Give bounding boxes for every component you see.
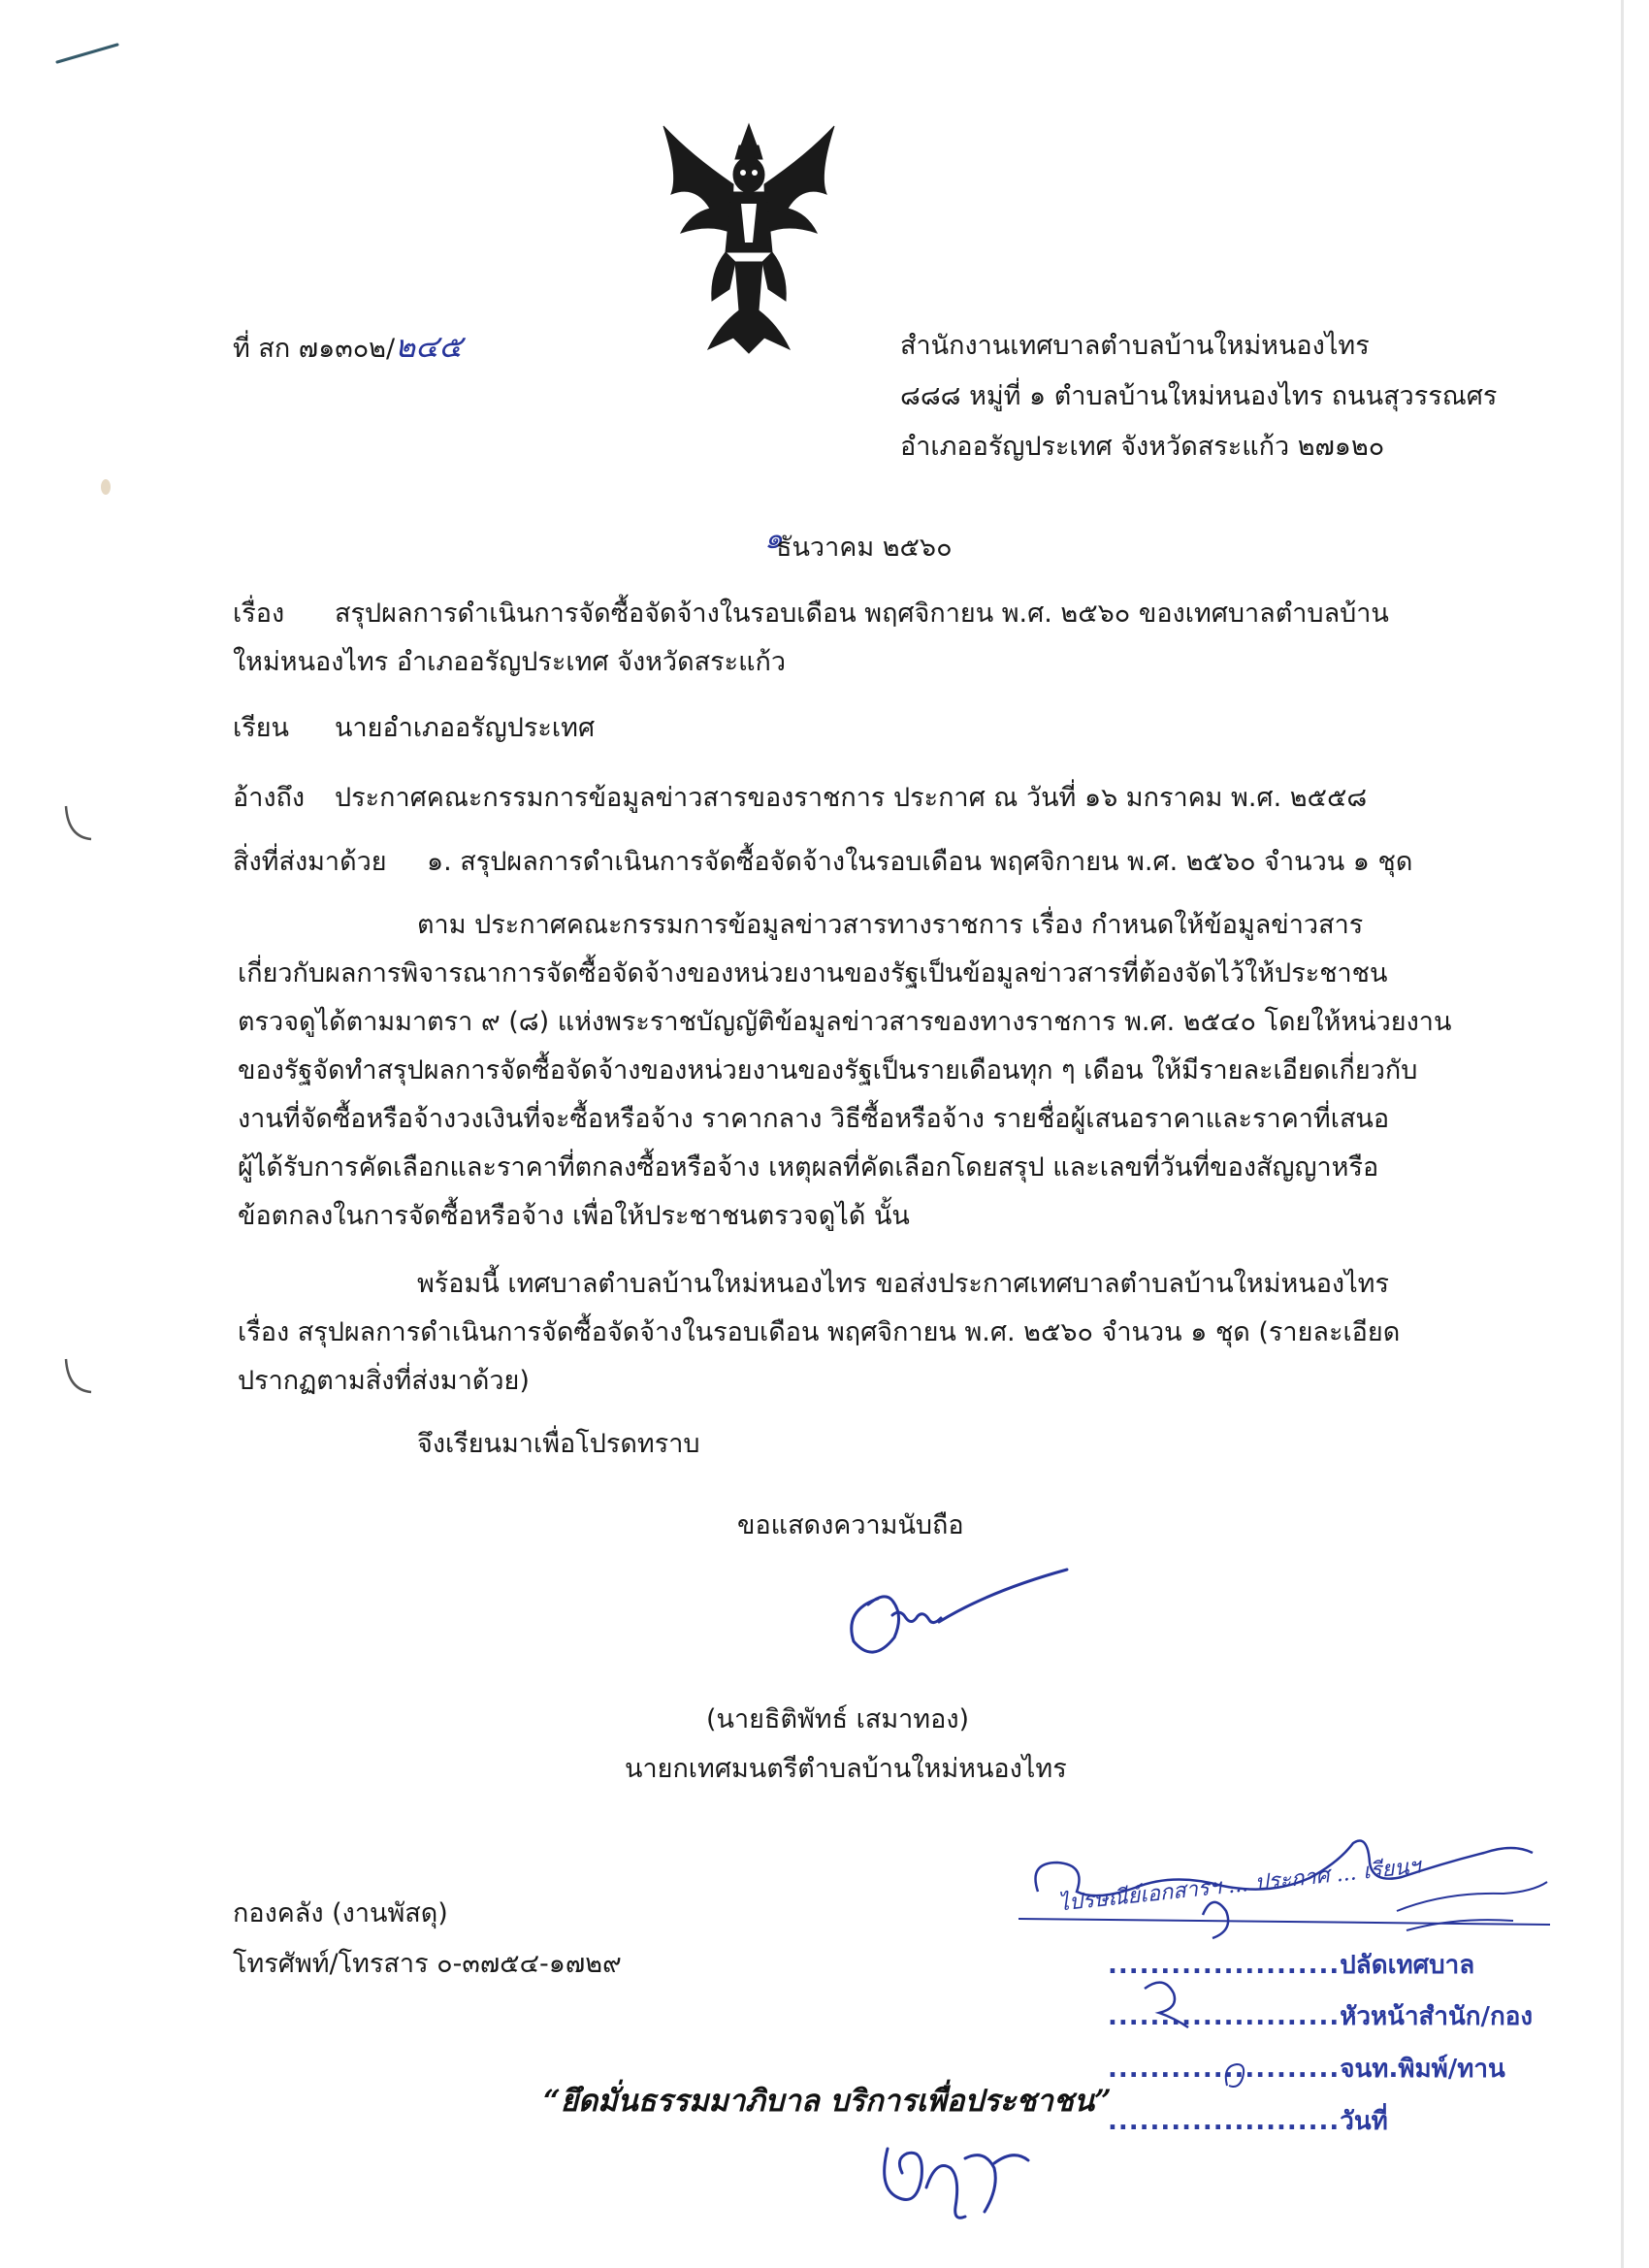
date-month-year: ธันวาคม ๒๕๖๐ xyxy=(776,533,953,563)
motto: “ยึดมั่นธรรมมาภิบาล บริการเพื่อประชาชน” xyxy=(543,2084,1112,2119)
subject-line-2: ใหม่หนองไทร อำเภออรัญประเทศ จังหวัดสระแก้ว xyxy=(233,647,787,677)
body-paragraph-2-line: พร้อมนี้ เทศบาลตำบลบ้านใหม่หนองไทร ขอส่งประกาศเทศบาลตำบลบ้านใหม่หนองไทร xyxy=(417,1269,1389,1299)
subject-label: เรื่อง xyxy=(233,599,285,629)
body-paragraph-1-line: เกี่ยวกับผลการพิจารณาการจัดซื้อจัดจ้างของหน่วยงานของรัฐเป็นข้อมูลข่าวสารที่ต้องจัดไว้ให้ประชาชน xyxy=(238,958,1388,988)
enclosure: ๑. สรุปผลการดำเนินการจัดซื้อจัดจ้างในรอบเดือน พฤศจิกายน พ.ศ. ๒๕๖๐ จำนวน ๑ ชุด xyxy=(427,847,1413,877)
body-paragraph-1-line: งานที่จัดซื้อหรือจ้างวงเงินที่จะซื้อหรือจ้าง ราคากลาง วิธีซื้อหรือจ้าง รายชื่อผู้เสนอราคาและราคาที่เสนอ xyxy=(238,1104,1390,1134)
signature-image xyxy=(824,1562,1077,1669)
reference: ประกาศคณะกรรมการข้อมูลข่าวสารของราชการ ประกาศ ณ วันที่ ๑๖ มกราคม พ.ศ. ๒๕๕๘ xyxy=(335,783,1368,813)
stamp-row-label: จนท.พิมพ์/ทาน xyxy=(1340,2055,1505,2084)
handwritten-routing-note: ไปรษณีย์เอกสารฯ ... ประกาศ ... เรียนฯ xyxy=(1056,1854,1422,1917)
sender-address-line: ๘๘๘ หมู่ที่ ๑ ตำบลบ้านใหม่หนองไทร ถนนสุวรรณศร xyxy=(900,381,1498,411)
subject-line-1: สรุปผลการดำเนินการจัดซื้อจัดจ้างในรอบเดือน พฤศจิกายน พ.ศ. ๒๕๖๐ ของเทศบาลตำบลบ้าน xyxy=(335,599,1389,629)
recipient-label: เรียน xyxy=(233,713,290,743)
pen-mark xyxy=(53,39,121,68)
initials-signature xyxy=(868,2120,1043,2226)
scan-page-edge xyxy=(1621,0,1624,2268)
body-paragraph-1-line: ผู้ได้รับการคัดเลือกและราคาที่ตกลงซื้อหรือจ้าง เหตุผลที่คัดเลือกโดยสรุป และเลขที่วันที่ของสัญญาหรือ xyxy=(238,1152,1379,1183)
stamp-row-label: วันที่ xyxy=(1340,2107,1388,2136)
enclosure-label: สิ่งที่ส่งมาด้วย xyxy=(233,847,387,877)
handwritten-date-day: ๑ xyxy=(764,522,784,556)
stamp-row-label: ปลัดเทศบาล xyxy=(1340,1951,1475,1980)
body-paragraph-2-line: ปรากฏตามสิ่งที่ส่งมาด้วย) xyxy=(238,1366,530,1396)
closing-regards: ขอแสดงความนับถือ xyxy=(737,1510,964,1540)
body-paragraph-1-line: ตาม ประกาศคณะกรรมการข้อมูลข่าวสารทางราชการ เรื่อง กำหนดให้ข้อมูลข่าวสาร xyxy=(417,910,1364,940)
stamp-row xyxy=(1108,2101,1388,2141)
paper-stain xyxy=(101,479,111,495)
recipient: นายอำเภออรัญประเทศ xyxy=(335,713,596,743)
handwritten-document-number: ๒๔๕ xyxy=(395,328,463,365)
sender-province-line: อำเภออรัญประเทศ จังหวัดสระแก้ว ๒๗๑๒๐ xyxy=(900,432,1385,462)
stamp-row xyxy=(1108,2049,1505,2089)
stamp-row-dots: ...................... xyxy=(1108,1951,1341,1980)
punch-hole-mark xyxy=(58,1353,97,1402)
stamp-initials xyxy=(1135,1969,1212,2037)
signer-name: (นายธิติพัทธ์ เสมาทอง) xyxy=(706,1704,970,1734)
sender-office: สำนักงานเทศบาลตำบลบ้านใหม่หนองไทร xyxy=(900,331,1370,361)
garuda-emblem-icon xyxy=(652,116,846,359)
stamp-row-dots: ...................... xyxy=(1108,2107,1341,2136)
punch-hole-mark xyxy=(58,800,97,849)
body-paragraph-1-line: ของรัฐจัดทำสรุปผลการจัดซื้อจัดจ้างของหน่วยงานของรัฐเป็นรายเดือนทุก ๆ เดือน ให้มีรายละเอียดเกี่ยวกับ xyxy=(238,1055,1418,1085)
body-paragraph-1-line: ข้อตกลงในการจัดซื้อหรือจ้าง เพื่อให้ประชาชนตรวจดูได้ นั้น xyxy=(238,1201,910,1231)
reference-label: อ้างถึง xyxy=(233,783,306,813)
stamp-row-dots: ...................... xyxy=(1108,2055,1341,2084)
signer-position: นายกเทศมนตรีตำบลบ้านใหม่หนองไทร xyxy=(625,1754,1067,1784)
body-paragraph-1-line: ตรวจดูได้ตามมาตรา ๙ (๘) แห่งพระราชบัญญัติข้อมูลข่าวสารของทางราชการ พ.ศ. ๒๕๔๐ โดยให้หน่วยงาน xyxy=(238,1007,1452,1037)
stamp-row-label: หัวหน้าสำนัก/กอง xyxy=(1340,2002,1534,2031)
body-paragraph-2-line: เรื่อง สรุปผลการดำเนินการจัดซื้อจัดจ้างในรอบเดือน พฤศจิกายน พ.ศ. ๒๕๖๐ จำนวน ๑ ชุด (รายละเอียด xyxy=(238,1317,1401,1347)
document-number-prefix: ที่ สก ๗๑๓๐๒/ xyxy=(233,334,396,364)
stamp-row-dots: ...................... xyxy=(1108,2002,1341,2031)
phone-fax: โทรศัพท์/โทรสาร ๐-๓๗๕๔-๑๗๒๙ xyxy=(233,1949,622,1979)
closing-request: จึงเรียนมาเพื่อโปรดทราบ xyxy=(417,1429,700,1459)
document-number xyxy=(233,330,463,366)
department: กองคลัง (งานพัสดุ) xyxy=(233,1898,448,1928)
stamp-initials xyxy=(1217,2057,1256,2095)
